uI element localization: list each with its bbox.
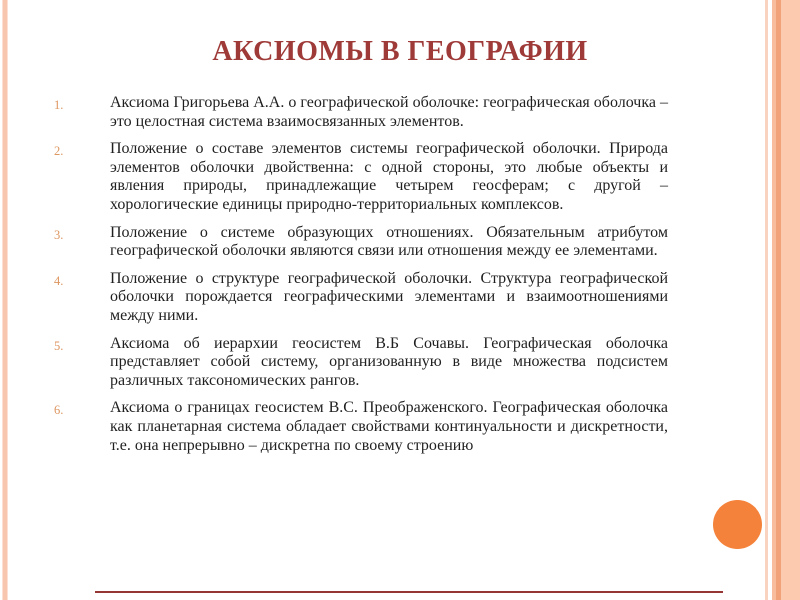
- list-item: [40, 224, 668, 261]
- list-item-number: 5.: [54, 338, 64, 353]
- list-item-number: 3.: [54, 227, 64, 242]
- list-item-text: Аксиома Григорьева А.А. о географической оболочке: географическая оболочка – это целостная система взаимосвязанных элементов.: [110, 94, 668, 130]
- axioms-list: [40, 94, 688, 464]
- right-edge-stripe-light: [765, 0, 768, 600]
- list-item: [40, 94, 668, 131]
- list-item-number: 2.: [54, 144, 64, 159]
- list-item: [40, 399, 668, 455]
- list-item-number: 1.: [54, 98, 64, 112]
- list-item-text: Аксиома об иерархии геосистем В.Б Сочавы. Географическая оболочка представляет собой систему, организованную в виде множества подсистем различных таксономических рангов.: [110, 334, 668, 389]
- left-edge-stripe: [2, 0, 8, 600]
- accent-circle: [713, 500, 762, 549]
- list-item-text: Положение о составе элементов системы географической оболочки. Природа элементов оболочки двойственна: с одной стороны, это любые объекты и явления природы, принадлежащие четырем геосферам; с другой – хорологические единицы природно-территориальных комплексов.: [110, 140, 668, 213]
- list-item-text: Аксиома о границах геосистем В.С. Преображенского. Географическая оболочка как планетарная система обладает свойствами континуальности и дискретности, т.е. она непрерывно – дискретна по своему строению: [110, 399, 668, 454]
- list-item-number: 4.: [54, 273, 64, 288]
- list-item: [40, 270, 668, 326]
- slide-title: АКСИОМЫ В ГЕОГРАФИИ: [212, 36, 588, 67]
- list-item: [40, 140, 668, 214]
- list-item-text: Положение о системе образующих отношениях. Обязательным атрибутом географической оболочки являются связи или отношения между ее элементами.: [110, 223, 668, 260]
- list-item-text: Положение о структуре географической оболочки. Структура географической оболочки порождается географическими элементами и взаимоотношениями между ними.: [110, 269, 668, 324]
- list-item-number: 6.: [54, 403, 64, 418]
- list-item: [40, 335, 668, 391]
- bottom-rule: [95, 591, 723, 593]
- right-edge-stripe-main: [781, 0, 800, 600]
